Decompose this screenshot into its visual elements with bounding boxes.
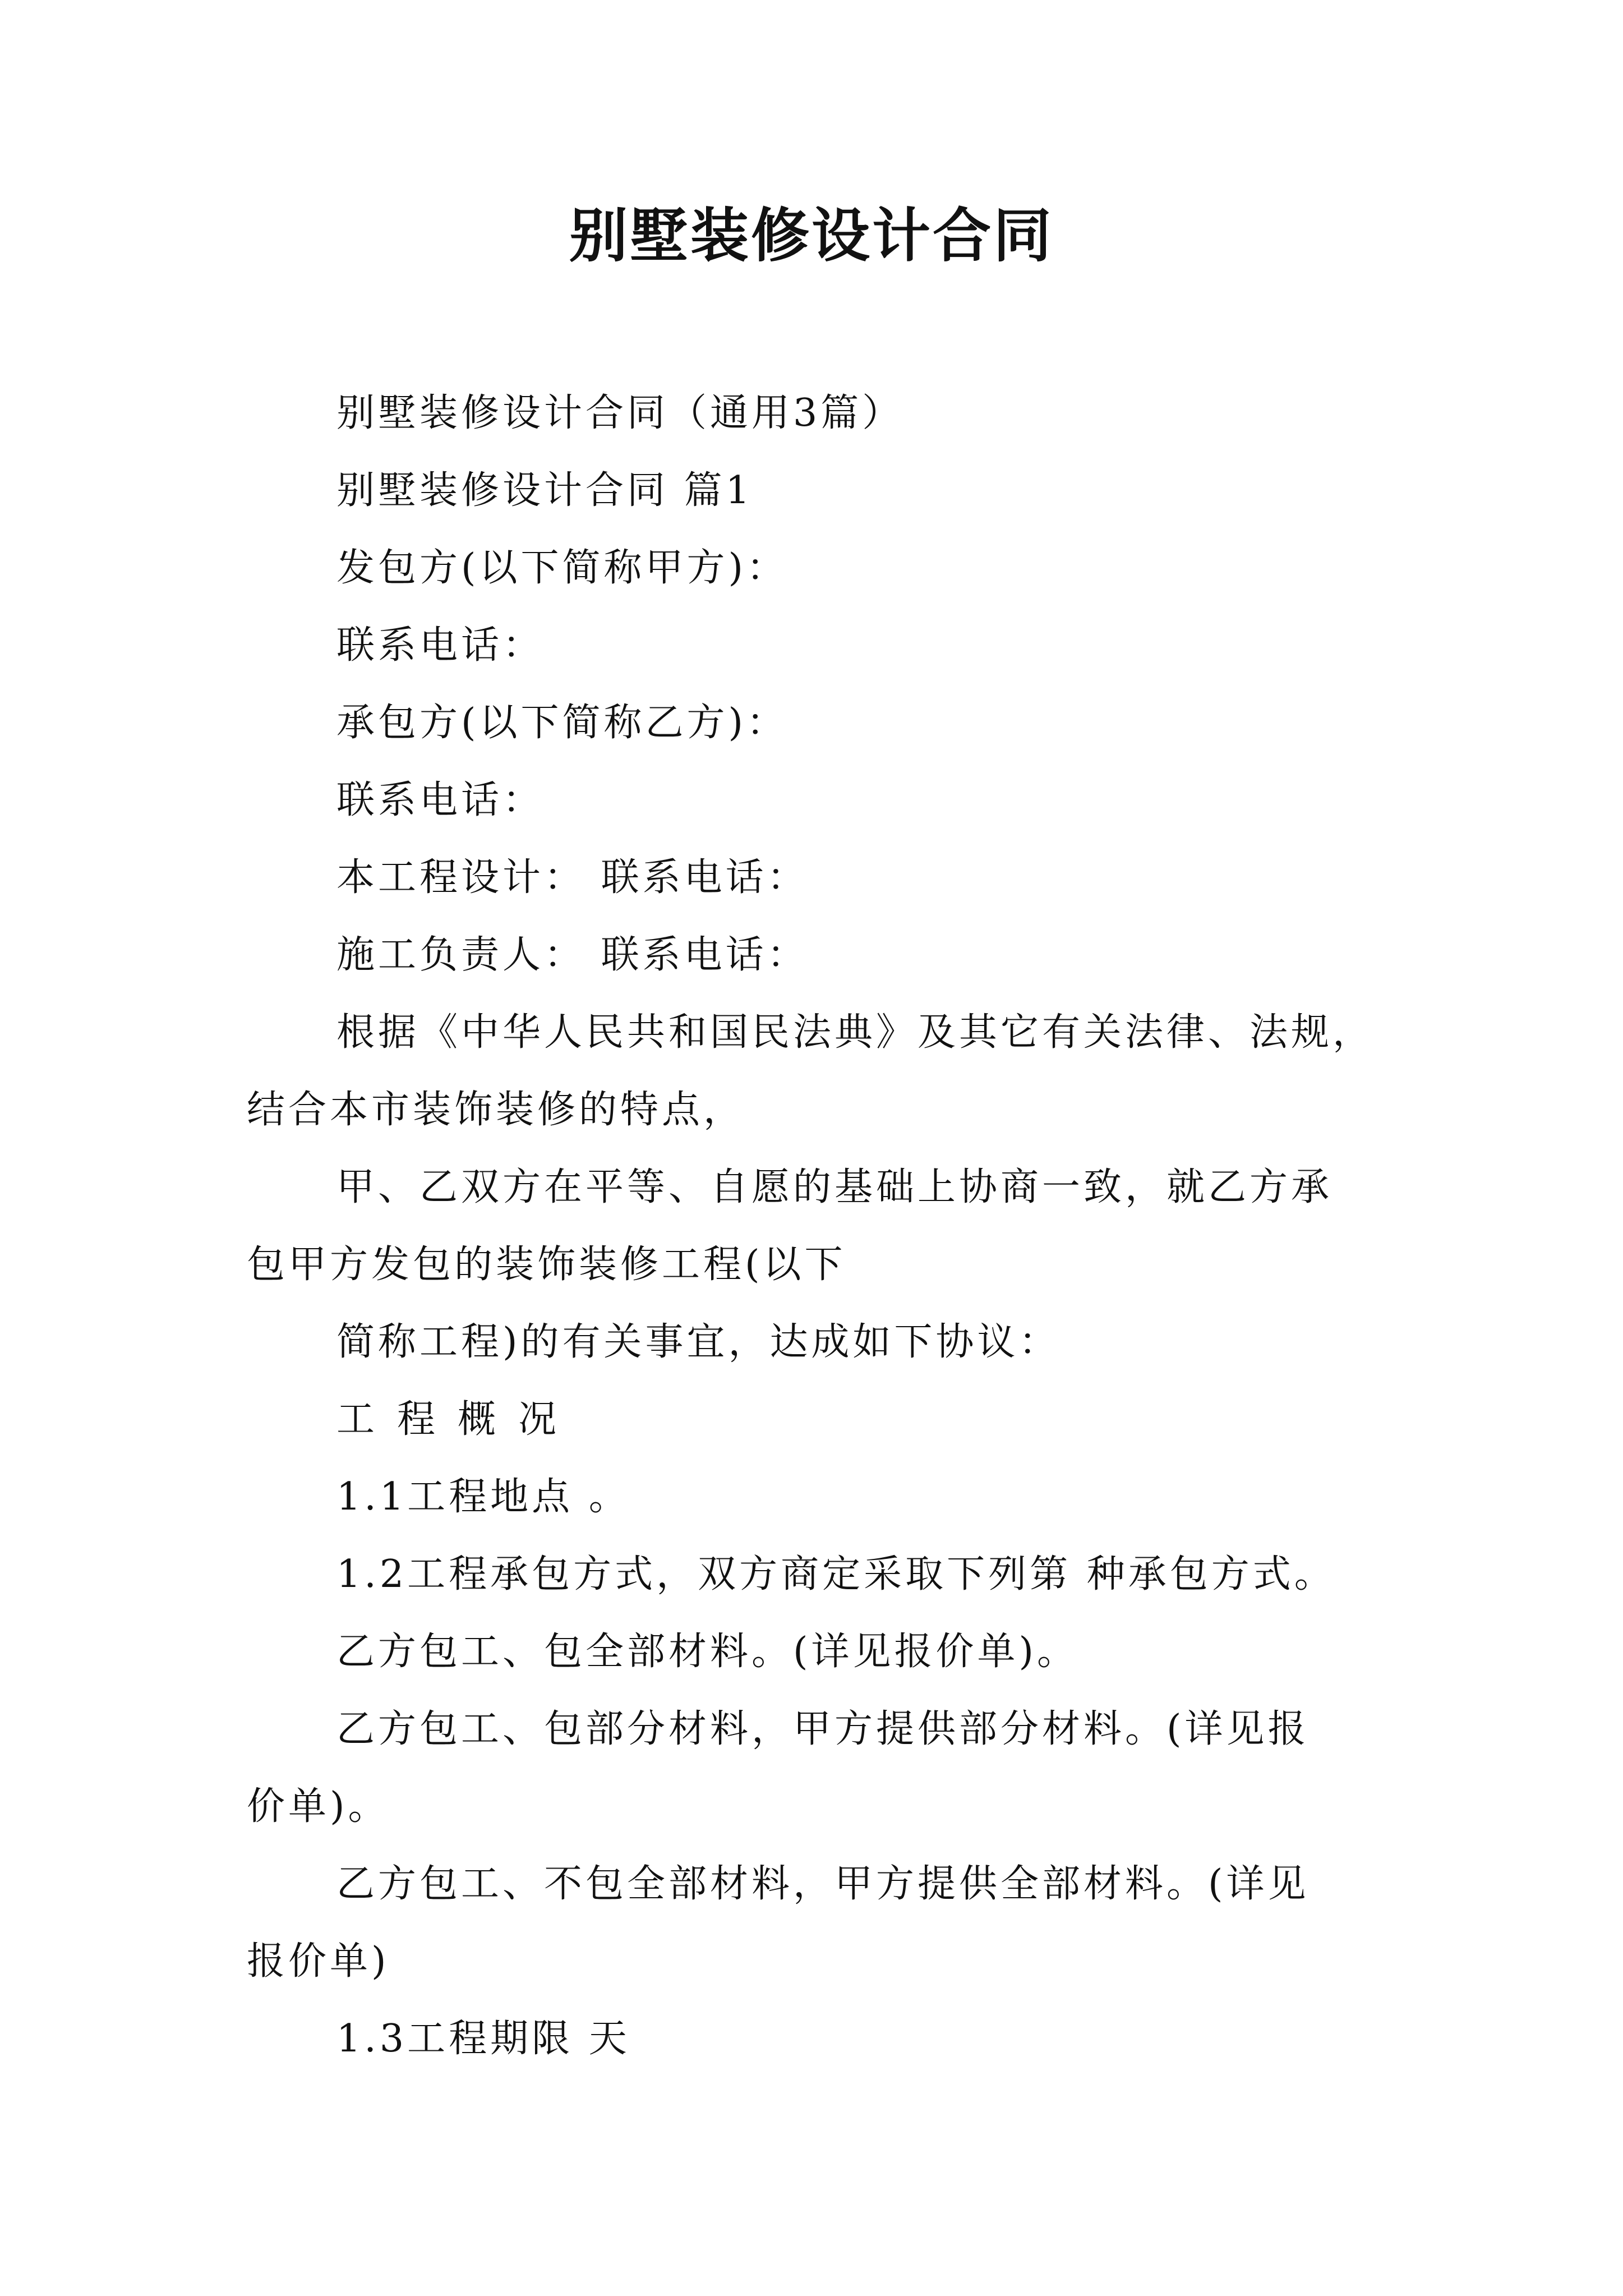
paragraph-line: 价单)。 [247,1784,390,1829]
paragraph-line: 1.2工程承包方式，双方商定采取下列第 种承包方式。 [336,1552,1336,1596]
paragraph-line: 乙方包工、不包全部材料，甲方提供全部材料。(详见 [336,1862,1310,1906]
paragraph-line: 联系电话： [336,623,545,668]
paragraph-line: 结合本市装饰装修的特点， [247,1088,745,1132]
paragraph-line: 联系电话： [336,778,545,822]
paragraph-line: 甲、乙双方在平等、自愿的基础上协商一致，就乙方承 [336,1165,1333,1209]
paragraph-line: 1.3工程期限 天 [336,2017,630,2061]
paragraph-line: 简称工程)的有关事宜，达成如下协议： [336,1320,1061,1364]
paragraph-line: 包甲方发包的装饰装修工程(以下 [247,1243,846,1287]
paragraph-line: 别墅装修设计合同 篇1 [336,468,753,513]
document-title: 别墅装修设计合同 [569,201,1054,270]
paragraph-line: 乙方包工、包部分材料，甲方提供部分材料。(详见报 [336,1707,1310,1751]
paragraph-line: 承包方(以下简称乙方)： [336,701,789,745]
paragraph-line: 根据《中华人民共和国民法典》及其它有关法律、法规， [336,1010,1375,1055]
paragraph-line: 报价单) [247,1939,390,1984]
document-body [247,375,1391,2078]
paragraph-line: 乙方包工、包全部材料。(详见报价单)。 [336,1630,1079,1674]
paragraph-line: 本工程设计： 联系电话： [336,855,809,900]
paragraph-line: 1.1工程地点 。 [336,1475,630,1519]
section-heading: 工程概况 [336,1397,579,1442]
paragraph-line: 施工负责人： 联系电话： [336,933,809,977]
paragraph-line: 别墅装修设计合同（通用3篇） [336,391,904,435]
paragraph-line: 发包方(以下简称甲方)： [336,546,789,590]
